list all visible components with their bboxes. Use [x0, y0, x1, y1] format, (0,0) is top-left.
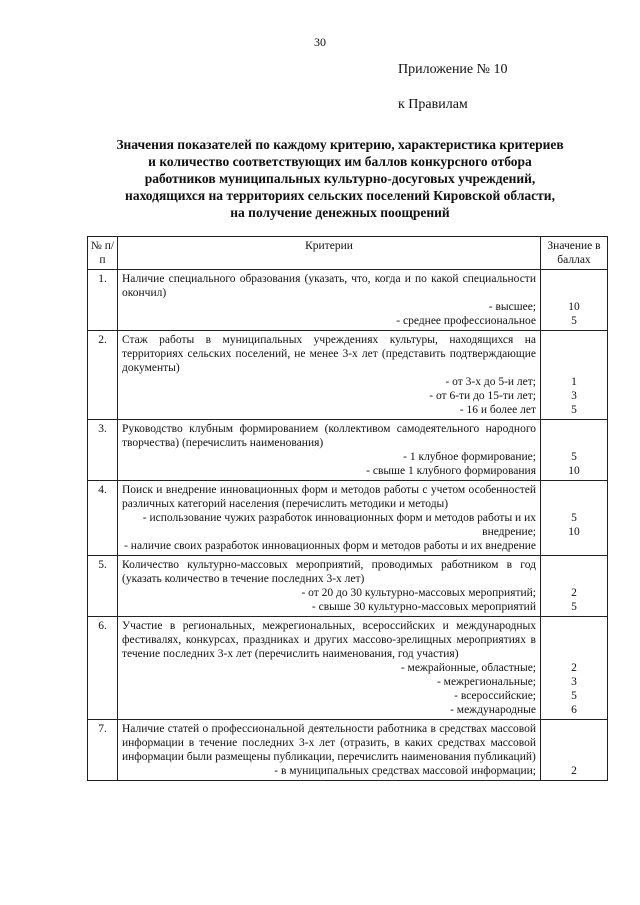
table-row — [88, 270, 608, 331]
criterion-option: - свыше 1 клубного формирования — [366, 465, 536, 477]
criteria-table — [87, 236, 608, 781]
criterion-cell — [118, 331, 541, 420]
table-row — [88, 720, 608, 781]
points-cell — [541, 556, 608, 617]
criterion-option: - наличие своих разработок инновационных форм и методов работы и их внедрение — [124, 540, 536, 552]
row-number: 7. — [88, 720, 118, 781]
criterion-option: - международные — [450, 704, 536, 716]
header-criteria: Критерии — [118, 237, 541, 270]
points-value: 2 — [571, 662, 577, 674]
criterion-cell — [118, 556, 541, 617]
criterion-option: - в муниципальных средствах массовой информации; — [274, 765, 536, 777]
points-spacer — [545, 483, 603, 511]
header-value: Значение в баллах — [541, 237, 608, 270]
points-value: 2 — [571, 765, 577, 777]
criterion-text: Наличие специального образования (указать, что, когда и по какой специальности окончил) — [122, 273, 536, 299]
row-number: 5. — [88, 556, 118, 617]
criterion-option: - использование чужих разработок инновационных форм и методов работы и их внедрение; — [142, 512, 536, 538]
points-value: 6 — [571, 704, 577, 716]
table-row — [88, 481, 608, 556]
table-header-row — [88, 237, 608, 270]
heading-line: на получение денежных поощрений — [230, 205, 450, 220]
criterion-option: - от 3-х до 5-и лет; — [445, 376, 536, 388]
criterion-option: - 16 и более лет — [459, 404, 536, 416]
criterion-cell — [118, 481, 541, 556]
points-value: 1 — [571, 376, 577, 388]
heading-line: и количество соответствующих им баллов конкурсного отбора — [148, 154, 532, 169]
criterion-cell — [118, 420, 541, 481]
points-spacer — [545, 422, 603, 450]
row-number: 1. — [88, 270, 118, 331]
criterion-text: Поиск и внедрение инновационных форм и методов работы с учетом особенностей различных категорий населения (перечислить методики и методы) — [122, 484, 536, 510]
points-value: 3 — [571, 676, 577, 688]
annex-subtitle: к Правилам — [398, 97, 468, 112]
table-row — [88, 420, 608, 481]
row-number: 4. — [88, 481, 118, 556]
points-value: 3 — [571, 390, 577, 402]
points-cell — [541, 331, 608, 420]
points-cell — [541, 420, 608, 481]
row-number: 3. — [88, 420, 118, 481]
row-number: 6. — [88, 617, 118, 720]
points-value: 10 — [568, 526, 580, 538]
criterion-text: Руководство клубным формированием (коллективом самодеятельного народного творчества) (перечислить наименования) — [122, 423, 536, 449]
page-number: 30 — [314, 35, 326, 49]
points-value: 5 — [571, 404, 577, 416]
points-spacer — [545, 272, 603, 300]
criterion-option: - 1 клубное формирование; — [403, 451, 536, 463]
points-cell — [541, 481, 608, 556]
points-value: 10 — [568, 301, 580, 313]
points-cell — [541, 270, 608, 331]
table-row — [88, 617, 608, 720]
criterion-option: - от 6-ти до 15-ти лет; — [429, 390, 536, 402]
points-value: 10 — [568, 465, 580, 477]
criterion-cell — [118, 270, 541, 331]
document-heading — [70, 136, 610, 221]
criterion-text: Наличие статей о профессиональной деятельности работника в средствах массовой информации в течение последних 3-х лет (отразить, в каких средствах массовой информации были размещены публикации, перечислить наименования публикаций) — [122, 723, 536, 763]
header-num: № п/п — [88, 237, 118, 270]
points-value: 5 — [571, 690, 577, 702]
criterion-option: - свыше 30 культурно-массовых мероприятий — [311, 601, 536, 613]
criterion-cell — [118, 617, 541, 720]
points-value: 5 — [571, 451, 577, 463]
points-cell — [541, 720, 608, 781]
points-spacer — [545, 333, 603, 375]
points-spacer — [545, 619, 603, 661]
table-row — [88, 556, 608, 617]
criterion-option: - от 20 до 30 культурно-массовых мероприятий; — [301, 587, 536, 599]
criterion-option: - высшее; — [488, 301, 536, 313]
table-row — [88, 331, 608, 420]
criterion-text: Количество культурно-массовых мероприятий, проводимых работником в год (указать количество в течение последних 3-х лет) — [122, 559, 536, 585]
heading-line: работников муниципальных культурно-досуговых учреждений, — [144, 171, 536, 186]
criterion-option: - межрайонные, областные; — [400, 662, 536, 674]
points-value: 2 — [571, 587, 577, 599]
points-value: 5 — [571, 512, 577, 524]
heading-line: находящихся на территориях сельских поселений Кировской области, — [125, 188, 555, 203]
annex-title: Приложение № 10 — [398, 62, 508, 77]
row-number: 2. — [88, 331, 118, 420]
points-value: 5 — [571, 601, 577, 613]
points-spacer — [545, 722, 603, 764]
criterion-option: - межрегиональные; — [436, 676, 536, 688]
criterion-text: Участие в региональных, межрегиональных, всероссийских и международных фестивалях, конкурсах, праздниках и других массово-зрелищных мероприятиях в течение последних 3-х лет (перечислить наименования, год участия) — [122, 620, 536, 660]
heading-line: Значения показателей по каждому критерию, характеристика критериев — [116, 137, 564, 152]
criterion-option: - среднее профессиональное — [396, 315, 536, 327]
criterion-option: - всероссийские; — [454, 690, 536, 702]
criterion-cell — [118, 720, 541, 781]
points-spacer — [545, 558, 603, 586]
points-value: 5 — [571, 315, 577, 327]
table-body — [88, 270, 608, 781]
points-cell — [541, 617, 608, 720]
criterion-text: Стаж работы в муниципальных учреждениях культуры, находящихся на территориях сельских поселений, не менее 3-х лет (представить подтверждающие документы) — [122, 334, 536, 374]
